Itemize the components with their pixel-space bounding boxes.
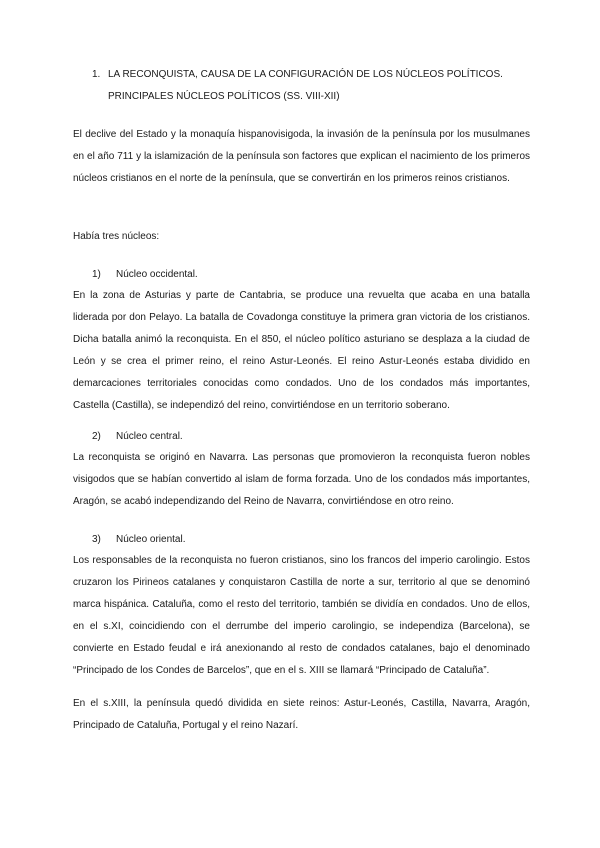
subsection-title-central	[92, 426, 183, 448]
subsection-body-central: La reconquista se originó en Navarra. Las personas que promovieron la reconquista fueron nobles visigodos que se habían convertido al islam de forma forzada. Uno de los condados más importantes, Aragón, se acabó independizando del Reino de Navarra, convirtiéndose en otro reino.	[73, 452, 530, 507]
section-heading	[92, 64, 542, 108]
lead-paragraph: Había tres núcleos:	[73, 231, 160, 242]
heading-number: 1.	[92, 69, 101, 80]
subsection-title: Núcleo central.	[116, 431, 183, 442]
subsection-title: Núcleo occidental.	[116, 269, 198, 280]
subsection-title-oriental	[92, 529, 185, 551]
subsection-title: Núcleo oriental.	[116, 534, 186, 545]
heading-text: LA RECONQUISTA, CAUSA DE LA CONFIGURACIÓN DE LOS NÚCLEOS POLÍTICOS. PRINCIPALES NÚCLEOS POLÍTICOS (SS. VIII-XII)	[108, 69, 503, 102]
subsection-title-occidental	[92, 264, 198, 286]
subsection-number: 1)	[92, 269, 101, 280]
conclusion-paragraph: En el s.XIII, la península quedó dividida en siete reinos: Astur-Leonés, Castilla, Navarra, Aragón, Principado de Cataluña, Portugal y el reino Nazarí.	[73, 698, 530, 731]
subsection-number: 3)	[92, 534, 101, 545]
intro-paragraph: El declive del Estado y la monaquía hispanovisigoda, la invasión de la península por los musulmanes en el año 711 y la islamización de la península son factores que explican el nacimiento de los primeros núcleos cristianos en el norte de la península, que se convertirán en los primeros reinos cristianos.	[73, 129, 530, 184]
subsection-body-occidental: En la zona de Asturias y parte de Cantabria, se produce una revuelta que acaba en una batalla liderada por don Pelayo. La batalla de Covadonga constituye la primera gran victoria de los cristianos. Dicha batalla animó la reconquista. En el 850, el núcleo político asturiano se desplaza a la ciudad de León y se crea el primer reino, el reino Astur-Leonés. El reino Astur-Leonés estaba dividido en demarcaciones territoriales conocidas como condados. Uno de los condados más importantes, Castella (Castilla), se independizó del reino, convirtiéndose en un territorio soberano.	[73, 290, 530, 411]
subsection-body-oriental: Los responsables de la reconquista no fueron cristianos, sino los francos del imperio carolingio. Estos cruzaron los Pirineos catalanes y conquistaron Castilla de norte a sur, territorio al que se denominó marca hispánica. Cataluña, como el resto del territorio, también se dividía en condados. Uno de ellos, en el s.XI, coincidiendo con el derrumbe del imperio carolingio, se independiza (Barcelona), se convierte en Estado feudal e irá anexionando al resto de condados catalanes, bajo el denominado “Principado de los Condes de Barcelos”, que en el s. XIII se llamará “Principado de Cataluña”.	[73, 555, 530, 676]
subsection-number: 2)	[92, 431, 101, 442]
